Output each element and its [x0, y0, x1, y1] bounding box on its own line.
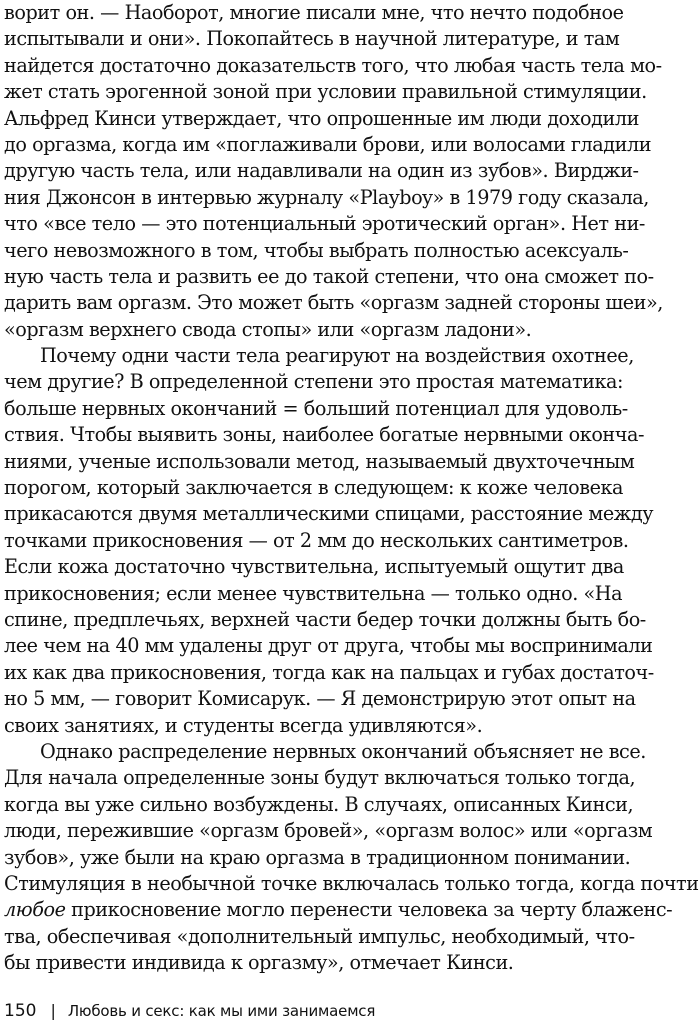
- text-line: жет стать эрогенной зоной при условии правильной стимуляции.: [4, 80, 647, 104]
- paragraph-2: [4, 343, 654, 739]
- emphasized-word: любое: [4, 898, 66, 922]
- text-line: зубов», уже были на краю оргазма в традиционном понимании.: [4, 845, 631, 869]
- body-text: [4, 0, 699, 976]
- text-line: что «все тело — это потенциальный эротический орган». Нет ни-: [4, 212, 645, 236]
- text-line: их как два прикосновения, тогда как на пальцах и губах достаточ-: [4, 660, 654, 684]
- page-footer: [4, 1001, 375, 1025]
- text-line: бы привести индивида к оргазму», отмечает Кинси.: [4, 951, 514, 975]
- text-line: прикасаются двумя металлическими спицами, расстояние между: [4, 502, 654, 526]
- running-title: Любовь и секс: как мы ими занимаемся: [67, 1002, 376, 1020]
- text-line: люди, пережившие «оргазм бровей», «оргазм волос» или «оргазм: [4, 819, 653, 843]
- text-line: «оргазм верхнего свода стопы» или «оргазм ладони».: [4, 317, 532, 341]
- text-line: Альфред Кинси утверждает, что опрошенные им люди доходили: [4, 106, 639, 130]
- text-line: испытывали и они». Покопайтесь в научной литературе, и там: [4, 27, 620, 51]
- text-line: Однако распределение нервных окончаний объясняет не все.: [40, 739, 646, 763]
- text-line: Почему одни части тела реагируют на воздействия охотнее,: [40, 344, 634, 368]
- text-line: Для начала определенные зоны будут включаться только тогда,: [4, 766, 636, 790]
- text-line: ниями, ученые использовали метод, называемый двухточечным: [4, 449, 635, 473]
- text-line: другую часть тела, или надавливали на один из зубов». Вирджи-: [4, 159, 639, 183]
- text-line: дарить вам оргазм. Это может быть «оргазм задней стороны шеи»,: [4, 291, 663, 315]
- paragraph-1: [4, 0, 663, 343]
- text-line: ствия. Чтобы выявить зоны, наиболее богатые нервными оконча-: [4, 423, 645, 447]
- text-line: ния Джонсон в интервью журналу «Playboy» в 1979 году сказала,: [4, 185, 649, 209]
- text-line: но 5 мм, — говорит Комисарук. — Я демонстрирую этот опыт на: [4, 687, 636, 711]
- text-line: своих занятиях, и студенты всегда удивляются».: [4, 713, 483, 737]
- text-line: спине, предплечьях, верхней части бедер точки должны быть бо-: [4, 607, 646, 631]
- text-line: Стимуляция в необычной точке включалась только тогда, когда почти: [4, 871, 699, 895]
- text-line: лее чем на 40 мм удалены друг от друга, чтобы мы воспринимали: [4, 634, 653, 658]
- page-number: 150: [4, 1001, 37, 1021]
- text-line: ворит он. — Наоборот, многие писали мне, что нечто подобное: [4, 1, 624, 24]
- text-line: чего невозможного в том, чтобы выбрать полностью асексуаль-: [4, 238, 629, 262]
- text-line-rest: прикосновение могло перенести человека за черту блаженс-: [65, 898, 673, 922]
- paragraph-3: [4, 739, 699, 977]
- text-line: ную часть тела и развить ее до такой степени, что она сможет по-: [4, 264, 654, 288]
- text-line: [4, 897, 673, 923]
- text-line: прикосновения; если менее чувствительна — только одно. «На: [4, 581, 623, 605]
- text-line: до оргазма, когда им «поглаживали брови, или волосами гладили: [4, 132, 652, 156]
- footer-separator: |: [50, 1001, 56, 1020]
- text-line: найдется достаточно доказательств того, что любая часть тела мо-: [4, 53, 662, 77]
- text-line: больше нервных окончаний = больший потенциал для удоволь-: [4, 396, 628, 420]
- text-line: Если кожа достаточно чувствительна, испытуемый ощутит два: [4, 555, 624, 579]
- text-line: тва, обеспечивая «дополнительный импульс, необходимый, что-: [4, 924, 635, 948]
- text-line: порогом, который заключается в следующем: к коже человека: [4, 476, 624, 500]
- text-line: чем другие? В определенной степени это простая математика:: [4, 370, 624, 394]
- text-line: точками прикосновения — от 2 мм до нескольких сантиметров.: [4, 528, 629, 552]
- text-line: когда вы уже сильно возбуждены. В случаях, описанных Кинси,: [4, 792, 634, 816]
